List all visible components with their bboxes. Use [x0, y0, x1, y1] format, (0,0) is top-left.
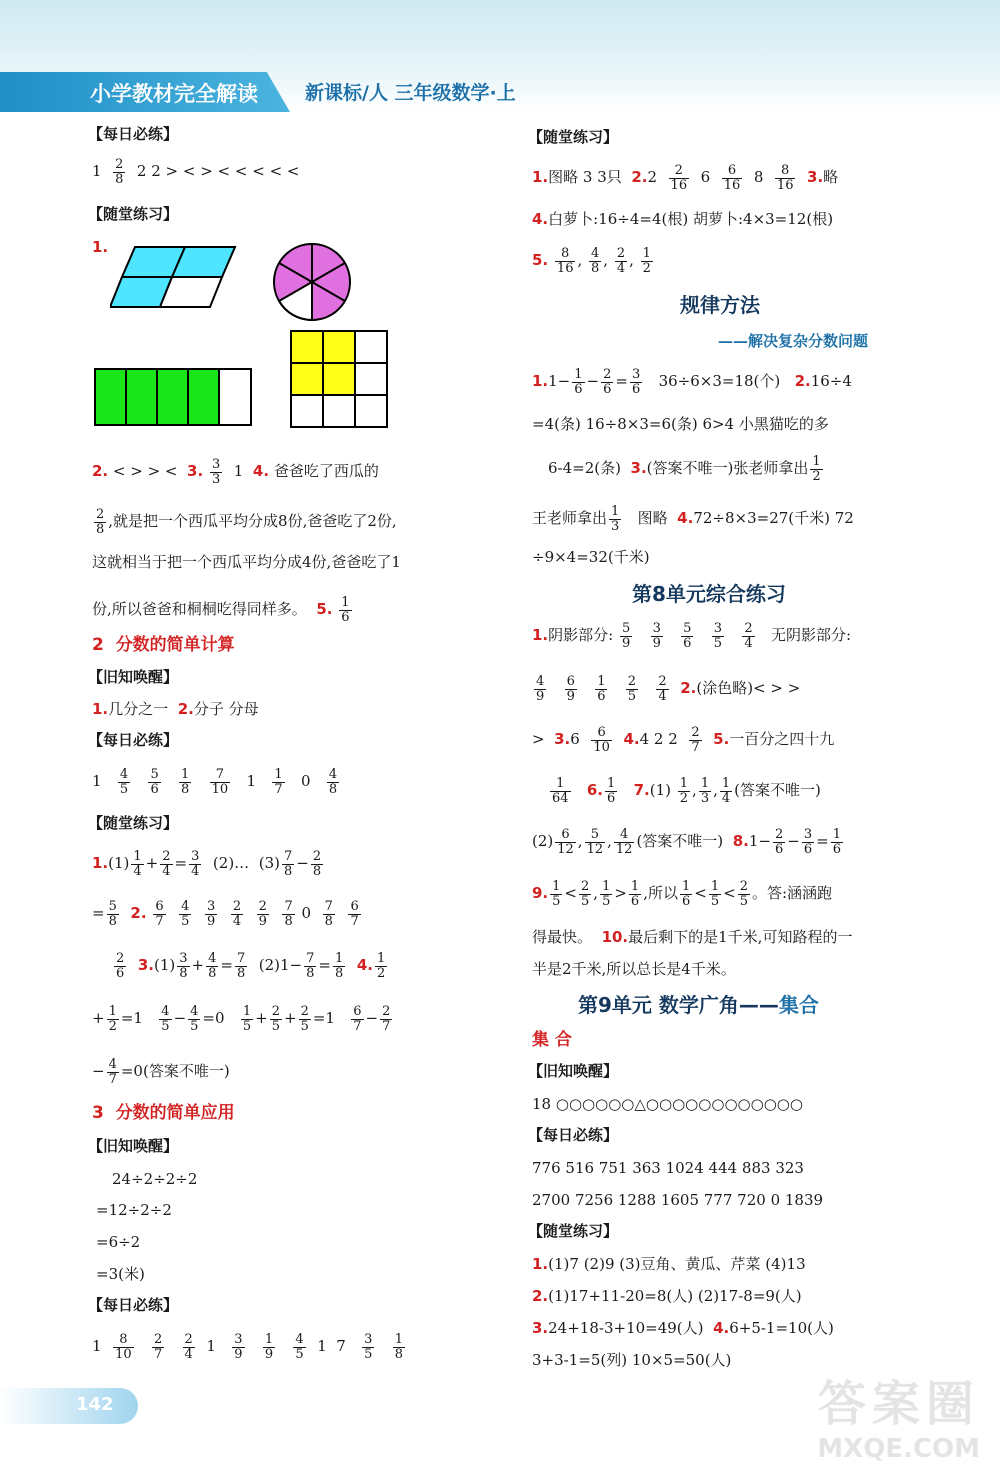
law-subtitle: ——解决复杂分数问题: [718, 332, 869, 350]
bar-figure: [94, 368, 254, 426]
class-2-q4: + $\frac{1}{2}$ =1 $\frac{4}{5}$ − $\frac{4}{5}$ =0 $\frac{1}{5}$ + $\frac{2}{5}$ + $\frac{2}{5}$ =1 $\frac{6}{7}$ − $\frac{2}{7}$: [92, 1004, 391, 1034]
r-daily-line-2: 2700 7256 1288 1605 777 720 0 1839: [532, 1191, 824, 1209]
r-q5: 5. $\frac{8}{16}$ , $\frac{4}{8}$ , $\frac{2}{4}$ , $\frac{1}{2}$: [532, 246, 651, 276]
unit8-q10: 得最快。 10.最后剩下的是1千米,可知路程的一: [532, 928, 853, 946]
page-number-tab: [0, 1388, 138, 1424]
law-line-3: 6-4=2(条) 3.(答案不唯一)张老师拿出 $\frac{1}{2}$: [548, 454, 821, 484]
class-2-note: − $\frac{4}{7}$ =0(答案不唯一): [92, 1057, 230, 1087]
q4-paragraph-3: 份,所以爸爸和桐桐吃得同样多。 5. $\frac{1}{6}$: [92, 595, 350, 625]
unit8-q9: 9. $\frac{1}{5}$ < $\frac{2}{5}$ , $\frac{1}{5}$ > $\frac{1}{6}$ ,所以 $\frac{1}{6}$ < $\frac{1}{5}$ < $\frac{2}{5}$ 。答:涵涵跑: [532, 879, 833, 909]
heading-old-3: 【旧知唤醒】: [88, 1137, 179, 1155]
heading-daily-2: 【每日必练】: [88, 731, 179, 749]
q1-label: 1.: [92, 238, 109, 256]
grid-figure: [290, 330, 390, 428]
watermark: 答案圈 MXQE.COM: [817, 1376, 980, 1464]
r-q4: 4.白萝卜:16÷4=4(根) 胡萝卜:4×3=12(根): [532, 210, 834, 228]
old-3-line-1: 24÷2÷2÷2: [112, 1170, 198, 1188]
r-heading-class-2: 【随堂练习】: [528, 1222, 619, 1240]
unit8-q3-q5: > 3.6 $\frac{6}{10}$ 4.4 2 2 $\frac{2}{7}$ 5.一百分之四十九: [532, 725, 835, 755]
law-line-1: 1.1− $\frac{1}{6}$ − $\frac{2}{6}$ = $\frac{3}{6}$ 36÷6×3=18(个) 2.16÷4: [532, 367, 852, 397]
unit8-q7b-q8: (2) $\frac{6}{12}$ , $\frac{5}{12}$ , $\frac{4}{12}$ (答案不唯一) 8.1− $\frac{2}{6}$ − $\frac{3}{6}$ = $\frac{1}{6}$: [532, 827, 841, 857]
daily-2-answers: 1 $\frac{4}{5}$ $\frac{5}{6}$ $\frac{1}{8}$ $\frac{7}{10}$ 1 $\frac{1}{7}$ 0 $\frac{4}{8}$: [92, 767, 338, 797]
fraction: $\frac{2}{8}$: [115, 157, 124, 187]
unit8-title: 第8单元综合练习: [632, 582, 786, 606]
section-2-title: 2 分数的简单计算: [92, 635, 235, 655]
unit8-q6-q7: $\frac{1}{64}$ 6. $\frac{1}{6}$ 7.(1) $\frac{1}{2}$ , $\frac{1}{3}$ , $\frac{1}{4}$ (答案不唯一): [552, 776, 821, 806]
section-3-title: 3 分数的简单应用: [92, 1103, 235, 1123]
book-subtitle: 新课标/人 三年级数学·上: [305, 82, 516, 104]
set-q1: 1.(1)7 (2)9 (3)豆角、黄瓜、芹菜 (4)13: [532, 1255, 806, 1273]
r-heading-old: 【旧知唤醒】: [528, 1062, 619, 1080]
r-old-line: 18 ○○○○○○△○○○○○○○○○○○○: [532, 1095, 803, 1113]
r-daily-line-1: 776 516 751 363 1024 444 883 323: [532, 1159, 804, 1177]
heading-class-2: 【随堂练习】: [88, 814, 179, 832]
old-3-line-2: =12÷2÷2: [96, 1201, 172, 1219]
unit8-q10b: 半是2千米,所以总长是4千米。: [532, 960, 736, 978]
class-2-q1: 1.(1) $\frac{1}{4}$ + $\frac{2}{4}$ = $\frac{3}{4}$ (2)… (3) $\frac{7}{8}$ − $\frac{2}{8}$: [92, 849, 322, 879]
set-q4b: 3+3-1=5(列) 10×5=50(人): [532, 1351, 732, 1369]
set-q3-q4: 3.24+18-3+10=49(人) 4.6+5-1=10(人): [532, 1319, 834, 1337]
r-q1-q3: 1.图略 3 3只 2.2 $\frac{2}{16}$ 6 $\frac{6}{16}$ 8 $\frac{8}{16}$ 3.略: [532, 163, 839, 193]
q4-paragraph-2: 这就相当于把一个西瓜平均分成4份,爸爸吃了1: [92, 553, 401, 571]
heading-old-2: 【旧知唤醒】: [88, 668, 179, 686]
law-line-4: 王老师拿出 $\frac{1}{3}$ 图略 4.72÷8×3=27(千米) 72: [532, 504, 854, 534]
heading-class-1: 【随堂练习】: [88, 205, 179, 223]
heading-daily-3: 【每日必练】: [88, 1296, 179, 1314]
book-title: 小学教材完全解读: [90, 82, 258, 106]
unit8-q2: $\frac{4}{9}$ $\frac{6}{9}$ $\frac{1}{6}$ $\frac{2}{5}$ $\frac{2}{4}$ 2.(涂色略)< > >: [536, 674, 801, 704]
r-heading-daily: 【每日必练】: [528, 1126, 619, 1144]
class-2-q2: = $\frac{5}{8}$ 2. $\frac{6}{7}$ $\frac{4}{5}$ $\frac{3}{9}$ $\frac{2}{4}$ $\frac{2}{9}$ $\frac{7}{8}$ 0 $\frac{7}{8}$ $\frac{6}{7}$: [92, 899, 359, 929]
q2-to-q4: 2. < > > < 3. $\frac{3}{3}$ 1 4. 爸爸吃了西瓜的: [92, 457, 379, 487]
old-3-line-3: =6÷2: [96, 1233, 141, 1251]
parallelogram-figure: [110, 245, 260, 311]
set-q2: 2.(1)17+11-20=8(人) (2)17-8=9(人): [532, 1287, 802, 1305]
law-line-5: ÷9×4=32(千米): [532, 548, 650, 566]
r-heading-class: 【随堂练习】: [528, 128, 619, 146]
unit9-title: 第9单元 数学广角——集合: [578, 993, 819, 1017]
law-title: 规律方法: [680, 293, 760, 317]
unit8-q1: 1.阴影部分: $\frac{5}{9}$ $\frac{3}{9}$ $\frac{5}{6}$ $\frac{3}{5}$ $\frac{2}{4}$ 无阴影部分:: [532, 621, 852, 651]
old-2-answers: 1.几分之一 2.分子 分母: [92, 700, 259, 718]
daily-3-answers: 1 $\frac{8}{10}$ $\frac{2}{7}$ $\frac{2}{4}$ 1 $\frac{3}{9}$ $\frac{1}{9}$ $\frac{4}{5}$ 1 7 $\frac{3}{5}$ $\frac{1}{8}$: [92, 1332, 404, 1362]
set-title: 集 合: [532, 1030, 572, 1050]
q4-paragraph-1: $\frac{2}{8}$ ,就是把一个西瓜平均分成8份,爸爸吃了2份,: [96, 507, 397, 537]
law-line-2: =4(条) 16÷8×3=6(条) 6>4 小黑猫吃的多: [532, 415, 829, 433]
old-3-line-4: =3(米): [96, 1265, 145, 1283]
circle-figure: [270, 240, 354, 324]
page-number: 142: [76, 1394, 114, 1415]
class-2-q3: $\frac{2}{6}$ 3.(1) $\frac{3}{8}$ + $\frac{4}{8}$ = $\frac{7}{8}$ (2)1− $\frac{7}{8}$ = $\frac{1}{8}$ 4. $\frac{1}{2}$: [116, 951, 386, 981]
daily-1-answers: 1 $\frac{2}{8}$ 2 2 > < > < < < < <: [92, 157, 300, 187]
heading-daily-1: 【每日必练】: [88, 125, 179, 143]
